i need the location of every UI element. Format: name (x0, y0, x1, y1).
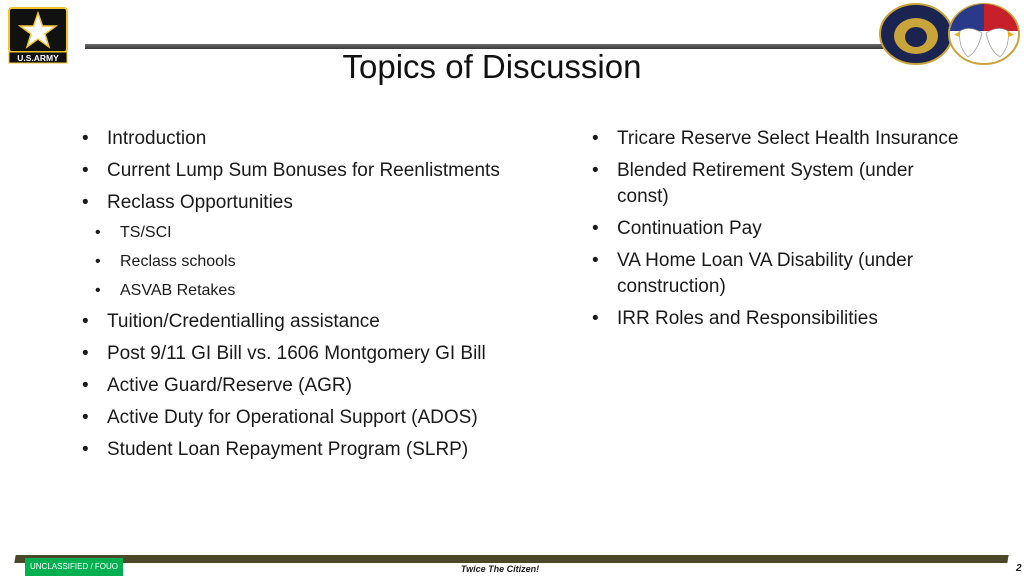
list-item: • Student Loan Repayment Program (SLRP) (82, 437, 562, 463)
list-item: • Continuation Pay (592, 216, 992, 242)
footer-tagline: Twice The Citizen! (460, 564, 540, 574)
page-title: Topics of Discussion (342, 48, 642, 85)
left-topic-list (82, 126, 562, 469)
sub-list-item: • Reclass schools (82, 251, 562, 273)
list-item: • Tricare Reserve Select Health Insurance (592, 126, 992, 152)
page-number: 2 (1016, 563, 1022, 574)
list-item: • Tuition/Credentialling assistance (82, 309, 562, 335)
list-item: • Active Duty for Operational Support (ADOS) (82, 405, 562, 431)
list-item: • Post 9/11 GI Bill vs. 1606 Montgomery GI Bill (82, 341, 562, 367)
list-item: • Reclass Opportunities (82, 190, 562, 216)
list-item: • VA Home Loan VA Disability (under construction) (592, 248, 937, 300)
list-item: • IRR Roles and Responsibilities (592, 306, 992, 332)
right-topic-list (592, 126, 992, 338)
list-item: • Blended Retirement System (under const) (592, 158, 927, 210)
list-item: • Active Guard/Reserve (AGR) (82, 373, 562, 399)
classification-badge: UNCLASSIFIED / FOUO (25, 558, 123, 576)
list-item: • Current Lump Sum Bonuses for Reenlistments (82, 158, 562, 184)
svg-text:U.S.ARMY: U.S.ARMY (17, 53, 59, 63)
sub-list-item: • TS/SCI (82, 222, 562, 244)
list-item: • Introduction (82, 126, 562, 152)
army-reserve-seals (878, 3, 1020, 65)
sub-list-item: • ASVAB Retakes (82, 280, 562, 302)
footer-bar (14, 555, 1008, 563)
